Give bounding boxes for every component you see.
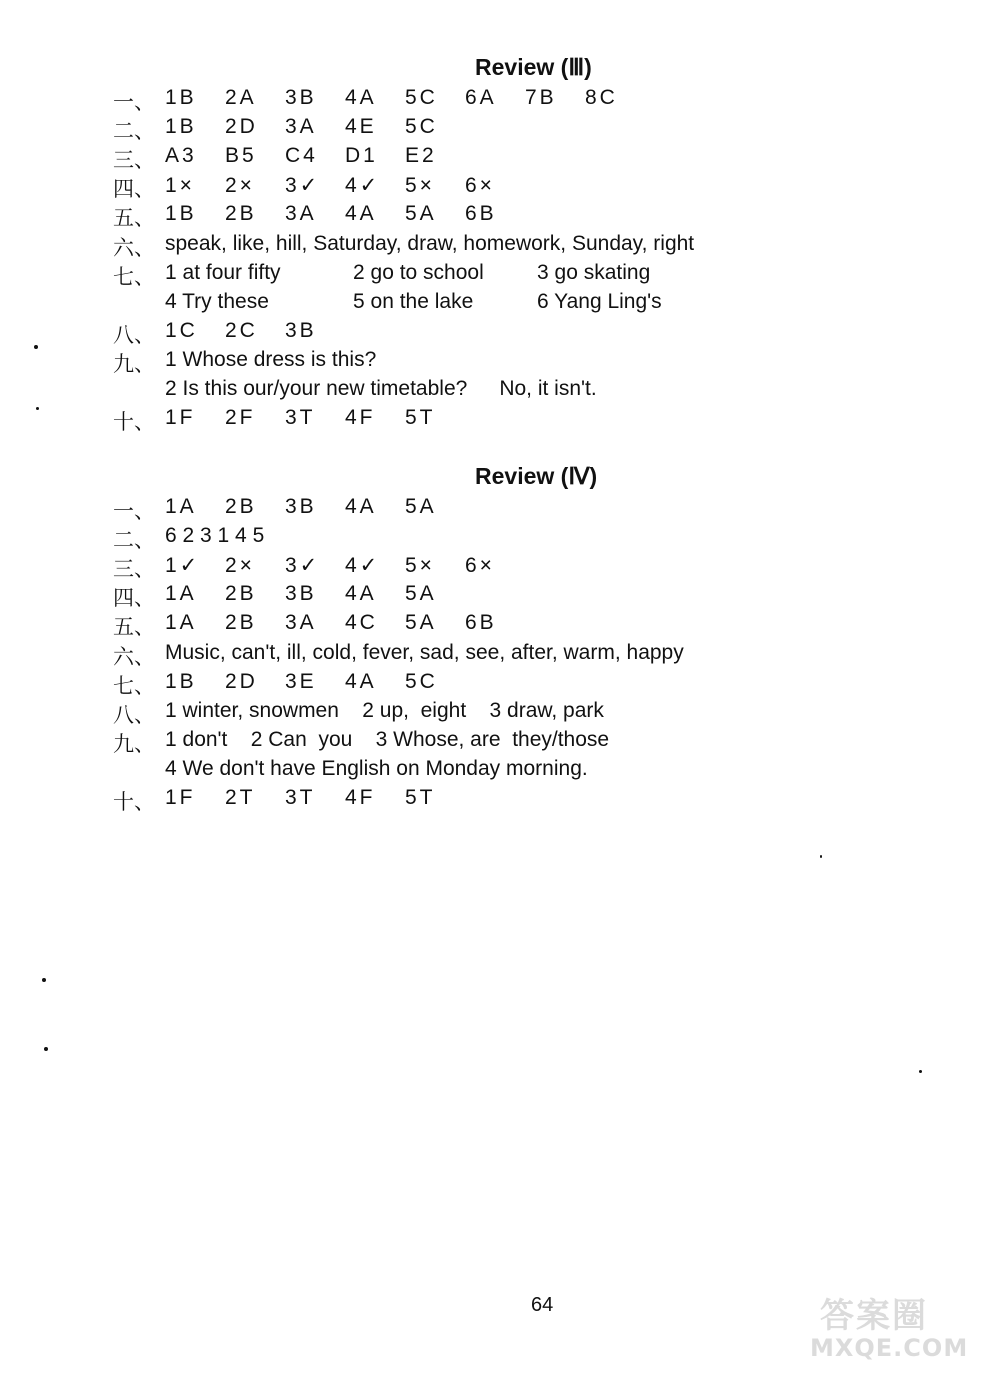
answer-item: 5A	[405, 582, 437, 606]
answer-item: 4✓	[345, 554, 381, 578]
answer-item: B5	[225, 144, 257, 168]
answer-item: 5C	[405, 86, 438, 109]
question-number: 九、	[113, 732, 155, 756]
answer-item: 3B	[285, 86, 317, 109]
answer-item: 1F	[165, 786, 196, 809]
review-3-heading: Review (Ⅲ)	[475, 54, 592, 80]
answer-item: 4F	[345, 406, 376, 430]
answer-item: 2B	[225, 611, 257, 635]
watermark-logo	[810, 1288, 990, 1368]
scan-speck	[919, 1070, 922, 1073]
answer-item: 1B	[165, 202, 197, 226]
answer-item: 5C	[405, 115, 438, 139]
answer-content	[165, 728, 609, 752]
watermark-url: MXQE.COM	[810, 1334, 969, 1362]
answer-item: 3 go skating	[537, 260, 651, 284]
question-number: 九、	[113, 352, 155, 376]
answer-content	[165, 406, 465, 430]
answer-item: 4F	[345, 786, 376, 809]
question-number: 二、	[113, 529, 155, 553]
question-number: 八、	[113, 323, 155, 347]
answer-item: 5A	[405, 202, 437, 226]
answer-item: 1F	[165, 406, 196, 430]
answer-item: 3E	[285, 669, 317, 693]
question-number: 一、	[113, 500, 155, 523]
scan-speck	[42, 978, 46, 982]
answer-item: 2T	[225, 786, 256, 809]
question-number: 四、	[113, 178, 155, 202]
watermark-logo-text: 答案圈	[820, 1296, 928, 1336]
answer-item: 5×	[405, 554, 435, 578]
question-number: 二、	[113, 120, 155, 144]
answer-item: 3✓	[285, 174, 321, 198]
answer-item: 4A	[345, 495, 377, 518]
answer-item: 4C	[345, 611, 378, 635]
answer-item: 3✓	[285, 554, 321, 578]
answer-item: 4A	[345, 669, 377, 693]
answer-item: 3B	[285, 582, 317, 606]
answer-item: 3A	[285, 611, 317, 635]
answer-item: 5T	[405, 786, 436, 809]
answer-item: 2A	[225, 86, 257, 109]
answer-item: 4A	[345, 202, 377, 226]
answer-item: A3	[165, 144, 197, 168]
answer-content	[165, 641, 684, 665]
answer-item: 1B	[165, 115, 197, 139]
answer-content	[165, 495, 465, 519]
answer-item: 2F	[225, 406, 256, 430]
question-number: 八、	[113, 703, 155, 727]
answer-item: 2B	[225, 202, 257, 226]
review-4-heading: Review (Ⅳ)	[475, 463, 598, 489]
scan-speck	[820, 855, 822, 858]
answer-item: 5×	[405, 174, 435, 198]
answer-item: 1 at four fifty	[165, 260, 281, 284]
answer-content	[165, 144, 465, 168]
answer-text: Music, can't, ill, cold, fever, sad, see, after, warm, happy	[165, 640, 684, 664]
answer-item: 4✓	[345, 174, 381, 198]
answer-item: 1✓	[165, 554, 201, 578]
answer-content	[165, 582, 465, 606]
answer-content	[165, 202, 525, 226]
answer-text: 6 2 3 1 4 5	[165, 524, 265, 548]
question-number: 七、	[113, 674, 155, 698]
scan-speck	[34, 345, 38, 349]
question-number: 五、	[113, 616, 155, 640]
answer-item: 5A	[405, 495, 437, 518]
answer-content	[165, 786, 465, 810]
answer-item: 5C	[405, 669, 438, 693]
answer-text: 1 don't 2 Can you 3 Whose, are they/those	[165, 727, 610, 751]
question-number: 七、	[113, 265, 155, 289]
answer-item: 2D	[225, 669, 258, 693]
answer-item: 2B	[225, 495, 257, 518]
answer-item: 3A	[285, 115, 317, 139]
answer-item: 6B	[465, 611, 497, 635]
answer-content	[165, 232, 694, 256]
answer-item: 1C	[165, 318, 198, 342]
answer-item: 3B	[285, 318, 317, 342]
answer-text: No, it isn't.	[499, 377, 597, 400]
answer-item: 2×	[225, 174, 255, 198]
answer-content	[165, 377, 597, 401]
question-number: 三、	[113, 149, 155, 173]
question-number: 三、	[113, 558, 155, 582]
answer-text: 1 Whose dress is this?	[165, 347, 377, 371]
answer-content	[165, 115, 465, 139]
answer-item: 1A	[165, 611, 197, 635]
answer-text: 2 Is this our/your new timetable?	[165, 377, 468, 400]
answer-content	[165, 261, 737, 285]
answer-item: 1A	[165, 495, 197, 518]
question-number: 六、	[113, 236, 155, 260]
answer-content	[165, 348, 376, 372]
answer-content	[165, 173, 525, 198]
answer-item: 6×	[465, 174, 495, 198]
question-number: 六、	[113, 645, 155, 669]
question-number: 十、	[113, 411, 155, 435]
question-number: 五、	[113, 207, 155, 231]
answer-content	[165, 524, 264, 548]
answer-item: 4A	[345, 86, 377, 109]
answer-item: 2×	[225, 554, 255, 578]
question-number: 一、	[113, 91, 155, 114]
answer-item: 4A	[345, 582, 377, 606]
answer-item: C4	[285, 144, 318, 168]
answer-item: 4E	[345, 115, 377, 139]
answer-item: 2 go to school	[353, 260, 484, 284]
answer-item: 4 Try these	[165, 289, 269, 313]
answer-item: E2	[405, 144, 437, 168]
answer-item: D1	[345, 144, 378, 168]
answer-item: 2D	[225, 115, 258, 139]
answer-item: 1B	[165, 669, 197, 693]
answer-item: 1×	[165, 174, 195, 198]
answer-item: 3T	[285, 786, 316, 809]
answer-content	[165, 553, 525, 578]
answer-content	[165, 757, 588, 781]
answer-text: speak, like, hill, Saturday, draw, homework, Sunday, right	[165, 231, 695, 255]
answer-item: 5 on the lake	[353, 289, 474, 313]
answer-item: 8C	[585, 86, 618, 109]
answer-item: 6A	[465, 86, 497, 109]
answer-text: 4 We don't have English on Monday morning.	[165, 756, 588, 780]
answer-content	[165, 670, 465, 694]
answer-text: 1 winter, snowmen 2 up, eight 3 draw, park	[165, 698, 604, 722]
answer-item: 5A	[405, 611, 437, 635]
answer-item: 6×	[465, 554, 495, 578]
scan-speck	[44, 1047, 48, 1051]
answer-item: 3T	[285, 406, 316, 430]
answer-item: 7B	[525, 86, 557, 109]
answer-content	[165, 86, 645, 110]
answer-item: 1A	[165, 582, 197, 606]
question-number: 四、	[113, 587, 155, 611]
answer-content	[165, 611, 525, 635]
answer-item: 3B	[285, 495, 317, 518]
answer-item: 6 Yang Ling's	[537, 289, 662, 313]
answer-content	[165, 290, 737, 314]
answer-item: 6B	[465, 202, 497, 226]
answer-item: 5T	[405, 406, 436, 430]
scan-speck	[36, 407, 39, 410]
answer-content	[165, 319, 345, 343]
page-number: 64	[531, 1294, 554, 1316]
answer-item: 3A	[285, 202, 317, 226]
answer-item: 1B	[165, 86, 197, 109]
answer-content	[165, 699, 604, 723]
question-number: 十、	[113, 791, 155, 814]
answer-item: 2B	[225, 582, 257, 606]
answer-item: 2C	[225, 318, 258, 342]
